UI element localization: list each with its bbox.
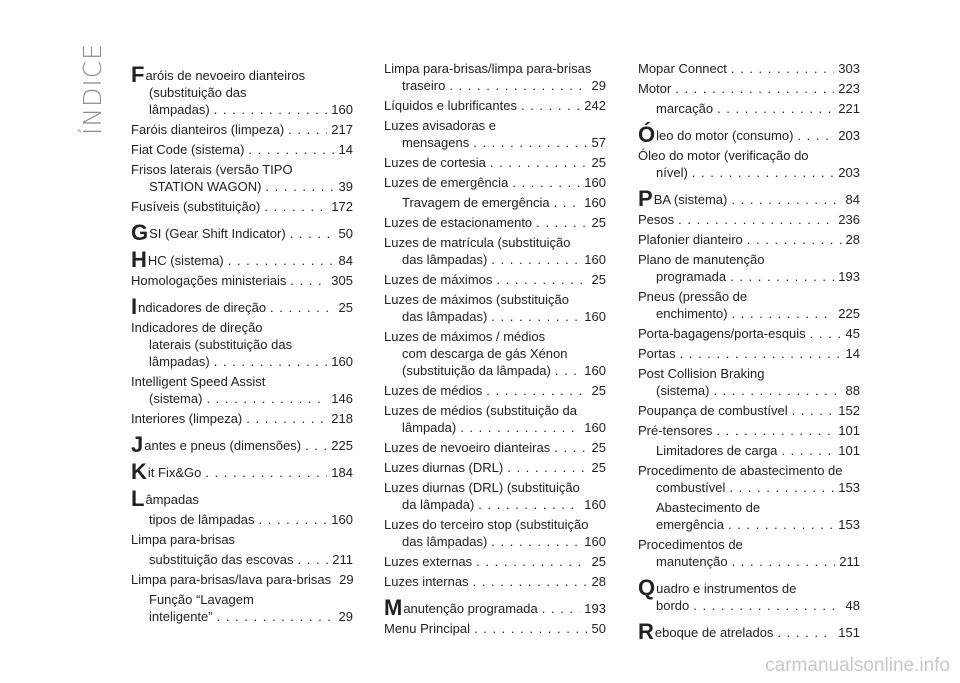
page-number: 160 xyxy=(584,534,606,549)
entry-text: Luzes do terceiro stop (substituição xyxy=(384,517,589,532)
index-column-2 xyxy=(384,57,606,637)
entry-text: enchimento) xyxy=(656,306,728,321)
dot-leader xyxy=(717,100,834,117)
page-number: 25 xyxy=(591,440,606,455)
index-entry xyxy=(131,64,353,118)
entry-text: Luzes diurnas (DRL) xyxy=(384,460,504,475)
index-entry xyxy=(638,619,860,644)
index-letter: M xyxy=(384,595,403,620)
dot-leader xyxy=(449,77,587,94)
entry-text: âmpadas xyxy=(145,492,199,507)
dot-leader xyxy=(507,459,587,476)
page-number: 101 xyxy=(838,443,860,458)
page-number: 25 xyxy=(338,300,353,315)
entry-text: emergência xyxy=(656,517,724,532)
page-number: 25 xyxy=(591,215,606,230)
index-entry xyxy=(384,174,606,191)
entry-text: uadro e instrumentos de xyxy=(656,581,797,596)
page-number: 25 xyxy=(591,554,606,569)
page-number: 25 xyxy=(591,272,606,287)
dot-leader xyxy=(206,390,327,407)
dot-leader xyxy=(270,299,334,316)
page-number: 160 xyxy=(584,497,606,512)
page-number: 203 xyxy=(838,165,860,180)
dot-leader xyxy=(542,600,581,617)
entry-text: Luzes diurnas (DRL) (substituição xyxy=(384,480,580,495)
dot-leader xyxy=(730,268,834,285)
dot-leader xyxy=(259,511,328,528)
index-entry xyxy=(131,198,353,215)
index-entry xyxy=(384,382,606,399)
page-number: 14 xyxy=(845,346,860,361)
index-entry xyxy=(131,486,353,511)
dot-leader xyxy=(478,496,580,513)
index-entry xyxy=(638,345,860,362)
entry-text: traseiro xyxy=(402,78,446,93)
index-letter: P xyxy=(638,186,653,211)
entry-text: Fiat Code (sistema) xyxy=(131,142,245,157)
page-number: 225 xyxy=(331,438,353,453)
dot-leader xyxy=(305,437,327,454)
index-entry xyxy=(384,459,606,476)
dot-leader xyxy=(680,345,842,362)
page-number: 160 xyxy=(331,354,353,369)
entry-text: Indicadores de direção xyxy=(131,320,263,335)
dot-leader xyxy=(781,442,834,459)
index-entry xyxy=(131,551,353,568)
index-entry xyxy=(384,60,606,94)
entry-text: marcação xyxy=(656,101,714,116)
entry-text: (substituição das xyxy=(149,85,247,100)
index-entry xyxy=(131,319,353,370)
dot-leader xyxy=(777,624,834,641)
entry-text: programada xyxy=(656,269,727,284)
index-entry xyxy=(131,141,353,158)
entry-text: combustível xyxy=(656,480,726,495)
entry-text: lâmpadas) xyxy=(149,354,210,369)
dot-leader xyxy=(298,551,329,568)
index-entry xyxy=(131,432,353,457)
entry-text: Limpa para-brisas/lava para-brisas xyxy=(131,572,332,587)
entry-text: Óleo do motor (verificação do xyxy=(638,148,809,163)
entry-text: Luzes de emergência xyxy=(384,175,509,190)
index-entry xyxy=(384,595,606,620)
index-letter: J xyxy=(131,432,144,457)
dot-leader xyxy=(729,479,834,496)
entry-text: Pré-tensores xyxy=(638,423,713,438)
page-number: 45 xyxy=(845,326,860,341)
dot-leader xyxy=(555,362,580,379)
index-entry xyxy=(131,591,353,625)
entry-text: com descarga de gás Xénon xyxy=(402,346,568,361)
index-letter: R xyxy=(638,619,654,644)
entry-text: BA (sistema) xyxy=(653,192,728,207)
dot-leader xyxy=(474,620,588,637)
page-number: 14 xyxy=(338,142,353,157)
dot-leader xyxy=(290,225,335,242)
entry-text: Luzes de médios xyxy=(384,383,483,398)
page-number: 193 xyxy=(838,269,860,284)
dot-leader xyxy=(521,97,580,114)
index-entry xyxy=(638,60,860,77)
page-number: 160 xyxy=(584,420,606,435)
page-number: 152 xyxy=(838,403,860,418)
dot-leader xyxy=(264,198,327,215)
dot-leader xyxy=(747,231,842,248)
index-entry xyxy=(638,577,860,614)
entry-text: Pesos xyxy=(638,212,675,227)
index-entry xyxy=(384,479,606,513)
page-number: 88 xyxy=(845,383,860,398)
index-column-3 xyxy=(638,57,860,644)
dot-leader xyxy=(491,251,580,268)
entry-text: Travagem de emergência xyxy=(402,195,550,210)
page-number: 217 xyxy=(331,122,353,137)
page-number: 29 xyxy=(339,572,354,587)
index-entry xyxy=(638,442,860,459)
entry-text: Luzes de nevoeiro dianteiras xyxy=(384,440,551,455)
page-number: 160 xyxy=(584,309,606,324)
page-number: 29 xyxy=(338,609,353,624)
entry-text: STATION WAGON) xyxy=(149,179,262,194)
entry-text: HC (sistema) xyxy=(147,253,224,268)
index-entry xyxy=(384,234,606,268)
index-entry xyxy=(638,186,860,211)
index-entry xyxy=(384,97,606,114)
entry-text: Função “Lavagem xyxy=(149,592,254,607)
page-number: 305 xyxy=(331,273,353,288)
entry-text: nível) xyxy=(656,165,688,180)
dot-leader xyxy=(460,419,580,436)
dot-leader xyxy=(490,154,588,171)
entry-text: Mopar Connect xyxy=(638,61,727,76)
entry-text: Frisos laterais (versão TIPO xyxy=(131,162,293,177)
page-number: 29 xyxy=(591,78,606,93)
dot-leader xyxy=(473,573,588,590)
entry-text: Limpa para-brisas xyxy=(131,532,236,547)
index-entry xyxy=(638,147,860,181)
entry-text: Pneus (pressão de xyxy=(638,289,748,304)
entry-text: Luzes de máximos xyxy=(384,272,493,287)
page-number: 153 xyxy=(838,480,860,495)
dot-leader xyxy=(732,305,835,322)
page-number: 25 xyxy=(591,383,606,398)
index-entry xyxy=(638,231,860,248)
index-entry xyxy=(638,100,860,117)
dot-leader xyxy=(554,194,581,211)
index-entry xyxy=(384,553,606,570)
page-number: 48 xyxy=(845,598,860,613)
entry-text: Faróis dianteiros (limpeza) xyxy=(131,122,285,137)
index-entry xyxy=(384,573,606,590)
entry-text: bordo xyxy=(656,598,690,613)
page-number: 25 xyxy=(591,460,606,475)
entry-text: ndicadores de direção xyxy=(138,300,267,315)
entry-text: (substituição da lâmpada) xyxy=(402,363,551,378)
entry-text: Luzes de cortesia xyxy=(384,155,486,170)
index-entry xyxy=(384,154,606,171)
entry-text: Menu Principal xyxy=(384,621,470,636)
entry-text: Motor xyxy=(638,81,672,96)
index-side-title: ÍNDICE xyxy=(78,43,107,135)
page-number: 160 xyxy=(584,195,606,210)
page-number: 160 xyxy=(331,102,353,117)
dot-leader xyxy=(716,422,834,439)
dot-leader xyxy=(214,101,328,118)
page-number: 84 xyxy=(845,192,860,207)
index-entry xyxy=(384,516,606,550)
index-entry xyxy=(384,620,606,637)
entry-text: SI (Gear Shift Indicator) xyxy=(149,226,286,241)
entry-text: Limpa para-brisas/limpa para-brisas xyxy=(384,61,592,76)
dot-leader xyxy=(731,60,834,77)
entry-text: Portas xyxy=(638,346,676,361)
page-number: 25 xyxy=(591,155,606,170)
index-entry xyxy=(131,459,353,484)
dot-leader xyxy=(496,271,587,288)
entry-text: Interiores (limpeza) xyxy=(131,411,243,426)
dot-leader xyxy=(473,134,587,151)
index-entry xyxy=(638,422,860,439)
entry-text: da lâmpada) xyxy=(402,497,475,512)
entry-text: antes e pneus (dimensões) xyxy=(144,438,302,453)
page-number: 50 xyxy=(338,226,353,241)
index-column-1 xyxy=(131,57,353,625)
index-entry xyxy=(131,373,353,407)
index-entry xyxy=(131,272,353,289)
dot-leader xyxy=(675,80,834,97)
page-number: 225 xyxy=(838,306,860,321)
page-number: 184 xyxy=(331,465,353,480)
entry-text: (sistema) xyxy=(149,391,203,406)
dot-leader xyxy=(486,382,587,399)
entry-text: (sistema) xyxy=(656,383,710,398)
dot-leader xyxy=(290,272,327,289)
dot-leader xyxy=(476,553,587,570)
index-entry xyxy=(384,291,606,325)
index-entry xyxy=(131,531,353,548)
entry-text: Líquidos e lubrificantes xyxy=(384,98,517,113)
page-number: 50 xyxy=(591,621,606,636)
dot-leader xyxy=(732,553,836,570)
entry-text: Post Collision Braking xyxy=(638,366,765,381)
entry-text: Luzes internas xyxy=(384,574,469,589)
index-entry xyxy=(131,410,353,427)
entry-text: eboque de atrelados xyxy=(654,625,774,640)
page-number: 203 xyxy=(838,128,860,143)
index-entry xyxy=(638,251,860,285)
page-number: 160 xyxy=(331,512,353,527)
index-entry xyxy=(131,294,353,319)
dot-leader xyxy=(713,382,841,399)
dot-leader xyxy=(512,174,580,191)
page-number: 160 xyxy=(584,363,606,378)
entry-text: anutenção programada xyxy=(403,601,538,616)
index-letter: H xyxy=(131,247,147,272)
index-letter: Ó xyxy=(638,122,656,147)
entry-text: mensagens xyxy=(402,135,470,150)
dot-leader xyxy=(693,597,841,614)
index-entry xyxy=(131,511,353,528)
index-entry xyxy=(638,122,860,147)
index-letter: F xyxy=(131,62,145,87)
index-entry xyxy=(384,328,606,379)
page-number: 211 xyxy=(332,552,353,567)
entry-text: das lâmpadas) xyxy=(402,309,488,324)
page-number: 160 xyxy=(584,252,606,267)
index-letter: G xyxy=(131,220,149,245)
entry-text: lâmpadas) xyxy=(149,102,210,117)
dot-leader xyxy=(536,214,587,231)
page-number: 242 xyxy=(584,98,606,113)
page-number: 221 xyxy=(838,101,860,116)
entry-text: Plafonier dianteiro xyxy=(638,232,743,247)
dot-leader xyxy=(265,178,334,195)
dot-leader xyxy=(678,211,834,228)
entry-text: tipos de lâmpadas xyxy=(149,512,255,527)
dot-leader xyxy=(205,464,327,481)
index-entry xyxy=(131,571,353,588)
dot-leader xyxy=(246,410,327,427)
entry-text: Procedimentos de xyxy=(638,537,743,552)
entry-text: Poupança de combustível xyxy=(638,403,788,418)
page-number: 223 xyxy=(838,81,860,96)
index-letter: Q xyxy=(638,575,656,600)
entry-text: das lâmpadas) xyxy=(402,534,488,549)
page-number: 172 xyxy=(331,199,353,214)
index-entry xyxy=(131,220,353,245)
index-entry xyxy=(638,536,860,570)
entry-text: Abastecimento de xyxy=(656,500,761,515)
entry-text: aróis de nevoeiro dianteiros xyxy=(145,68,306,83)
page-number: 236 xyxy=(838,212,860,227)
index-entry xyxy=(131,247,353,272)
dot-leader xyxy=(692,164,835,181)
dot-leader xyxy=(728,516,834,533)
entry-text: leo do motor (consumo) xyxy=(656,128,794,143)
entry-text: Intelligent Speed Assist xyxy=(131,374,266,389)
index-entry xyxy=(638,325,860,342)
entry-text: Homologações ministeriais xyxy=(131,273,287,288)
page-number: 160 xyxy=(584,175,606,190)
dot-leader xyxy=(491,533,580,550)
page-number: 28 xyxy=(591,574,606,589)
entry-text: Luzes de máximos (substituição xyxy=(384,292,569,307)
page-number: 84 xyxy=(338,253,353,268)
index-entry xyxy=(638,499,860,533)
entry-text: Luzes de estacionamento xyxy=(384,215,533,230)
entry-text: laterais (substituição das xyxy=(149,337,293,352)
dot-leader xyxy=(797,127,834,144)
index-letter: L xyxy=(131,486,145,511)
entry-text: Procedimento de abastecimento de xyxy=(638,463,843,478)
index-entry xyxy=(638,80,860,97)
dot-leader xyxy=(792,402,835,419)
entry-text: lâmpada) xyxy=(402,420,457,435)
dot-leader xyxy=(731,191,841,208)
entry-text: Luzes de médios (substituição da xyxy=(384,403,577,418)
index-entry xyxy=(638,462,860,496)
dot-leader xyxy=(248,141,334,158)
page-number: 146 xyxy=(331,391,353,406)
entry-text: Luzes de máximos / médios xyxy=(384,329,546,344)
page-number: 57 xyxy=(591,135,606,150)
dot-leader xyxy=(554,439,587,456)
page-number: 303 xyxy=(838,61,860,76)
watermark: carmanualsonline.info xyxy=(765,655,950,676)
dot-leader xyxy=(810,325,842,342)
dot-leader xyxy=(288,121,327,138)
index-letter: K xyxy=(131,459,147,484)
entry-text: manutenção xyxy=(656,554,728,569)
page-number: 28 xyxy=(845,232,860,247)
index-entry xyxy=(131,121,353,138)
entry-text: das lâmpadas) xyxy=(402,252,488,267)
index-entry xyxy=(131,161,353,195)
index-entry xyxy=(384,402,606,436)
entry-text: Fusíveis (substituição) xyxy=(131,199,261,214)
index-entry xyxy=(384,194,606,211)
index-entry xyxy=(384,117,606,151)
dot-leader xyxy=(214,353,328,370)
dot-leader xyxy=(217,608,335,625)
entry-text: inteligente” xyxy=(149,609,213,624)
page-number: 39 xyxy=(338,179,353,194)
entry-text: Luzes avisadoras e xyxy=(384,118,497,133)
entry-text: Limitadores de carga xyxy=(656,443,778,458)
index-letter: I xyxy=(131,294,138,319)
index-entry xyxy=(638,288,860,322)
index-entry xyxy=(384,271,606,288)
index-entry xyxy=(384,214,606,231)
entry-text: Porta-bagagens/porta-esquis xyxy=(638,326,806,341)
index-entry xyxy=(638,365,860,399)
index-entry xyxy=(638,402,860,419)
entry-text: Plano de manutenção xyxy=(638,252,765,267)
dot-leader xyxy=(491,308,580,325)
index-entry xyxy=(638,211,860,228)
page-number: 218 xyxy=(331,411,353,426)
page-number: 101 xyxy=(838,423,860,438)
entry-text: Luzes externas xyxy=(384,554,473,569)
page-number: 151 xyxy=(838,625,860,640)
page-number: 211 xyxy=(839,554,860,569)
index-entry xyxy=(384,439,606,456)
page-number: 153 xyxy=(838,517,860,532)
page-number: 193 xyxy=(584,601,606,616)
dot-leader xyxy=(228,252,335,269)
entry-text: substituição das escovas xyxy=(149,552,294,567)
entry-text: Luzes de matrícula (substituição xyxy=(384,235,571,250)
entry-text: it Fix&Go xyxy=(147,465,202,480)
